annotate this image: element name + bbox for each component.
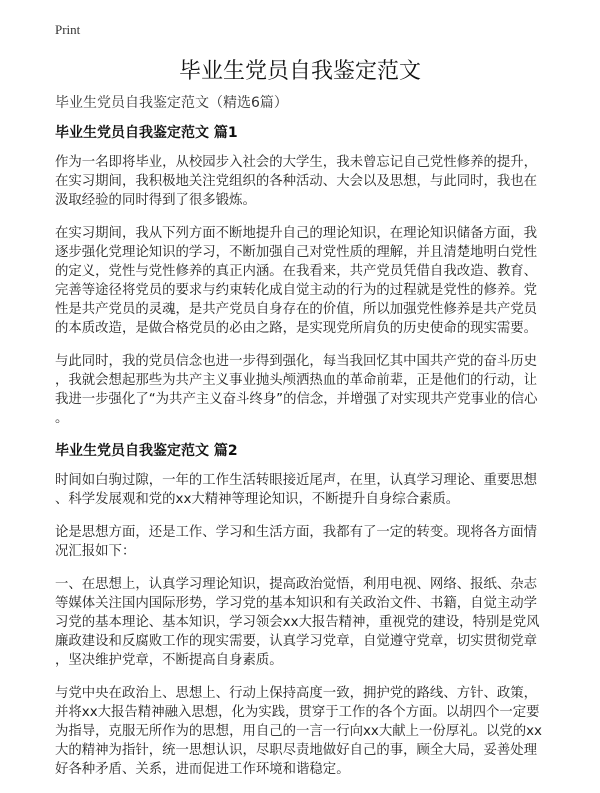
paragraph xyxy=(55,352,555,428)
paragraph-line: 与党中央在政治上、思想上、行动上保持高度一致，拥护党的路线、方针、政策， xyxy=(55,686,538,701)
page-title: 毕业生党员自我鉴定范文 xyxy=(178,59,421,84)
paragraph-line: 一、在思想上，认真学习理论知识，提高政治觉悟，利用电视、网络、报纸、杂志 xyxy=(55,577,538,592)
paragraph-line: 的定义，党性与党性修养的真正内涵。在我看来，共产党员凭借自我改造、教育、 xyxy=(55,264,538,279)
paragraph-line: ，我就会想起那些为共产主义事业抛头颅洒热血的革命前辈，正是他们的行动，让 xyxy=(55,373,538,388)
print-link[interactable]: Print xyxy=(55,22,81,37)
paragraph-line: 完善等途径将党员的要求与约束转化成自觉主动的行为的过程就是党性的修养。党 xyxy=(55,283,538,298)
paragraph xyxy=(55,224,555,338)
paragraph-line: ，坚决维护党章，不断提高自身素质。 xyxy=(55,653,283,668)
paragraph xyxy=(55,471,555,509)
section-heading: 毕业生党员自我鉴定范文 篇2 xyxy=(55,443,238,459)
document-body xyxy=(55,94,555,793)
paragraph-line: 时间如白驹过隙，一年的工作生活转眼接近尾声，在里，认真学习理论、重要思想 xyxy=(55,473,538,488)
paragraph xyxy=(55,523,555,561)
document-subtitle: 毕业生党员自我鉴定范文（精选6篇） xyxy=(55,95,288,111)
paragraph xyxy=(55,684,555,779)
paragraph-line: 好各种矛盾、关系，进而促进工作环境和谐稳定。 xyxy=(55,762,350,777)
paragraph-line: 大的精神为指针，统一思想认识，尽职尽责地做好自己的事，顾全大局，妥善处理 xyxy=(55,743,538,758)
paragraph-line: 为指导，克服无所作为的思想，用自己的一言一行向xx大献上一份厚礼。以党的xx xyxy=(55,724,542,739)
paragraph xyxy=(55,575,555,670)
paragraph-line: 我进一步强化了“为共产主义奋斗终身”的信念，并增强了对实现共产党事业的信心 xyxy=(55,392,538,407)
paragraph-line: 等媒体关注国内国际形势，学习党的基本知识和有关政治文件、书籍，自觉主动学 xyxy=(55,596,538,611)
paragraph-line: 在实习期间，我从下列方面不断地提升自己的理论知识，在理论知识储备方面，我 xyxy=(55,226,538,241)
paragraph-line: 在实习期间，我积极地关注党组织的各种活动、大会以及思想，与此同时，我也在 xyxy=(55,174,538,189)
paragraph xyxy=(55,153,555,210)
paragraph-line: 、科学发展观和党的xx大精神等理论知识，不断提升自身综合素质。 xyxy=(55,492,460,507)
paragraph-line: 性是共产党员的灵魂，是共产党员自身存在的价值，所以加强党性修养是共产党员 xyxy=(55,302,538,317)
paragraph-line: 与此同时，我的党员信念也进一步得到强化，每当我回忆其中国共产党的奋斗历史 xyxy=(55,354,538,369)
paragraph-line: 汲取经验的同时得到了很多锻炼。 xyxy=(55,193,256,208)
paragraph-line: 况汇报如下： xyxy=(55,544,136,559)
paragraph-line: 习党的基本理论、基本知识，学习领会xx大报告精神，重视党的建设，特别是党风 xyxy=(55,615,540,630)
paragraph-line: 逐步强化党理论知识的学习，不断加强自己对党性质的理解，并且清楚地明白党性 xyxy=(55,245,538,260)
paragraph-line: 并将xx大报告精神融入思想，化为实践，贯穿于工作的各个方面。以胡四个一定要 xyxy=(55,705,540,720)
section-heading: 毕业生党员自我鉴定范文 篇1 xyxy=(55,125,238,141)
paragraph-line: 。 xyxy=(55,411,69,426)
paragraph-line: 的本质改造，是做合格党员的必由之路，是实现党所肩负的历史使命的现实需要。 xyxy=(55,321,538,336)
paragraph-line: 论是思想方面，还是工作、学习和生活方面，我都有了一定的转变。现将各方面情 xyxy=(55,525,538,540)
paragraph-line: 作为一名即将毕业，从校园步入社会的大学生，我未曾忘记自己党性修养的提升， xyxy=(55,155,538,170)
paragraph-line: 廉政建设和反腐败工作的现实需要，认真学习党章，自觉遵守党章，切实贯彻党章 xyxy=(55,634,538,649)
